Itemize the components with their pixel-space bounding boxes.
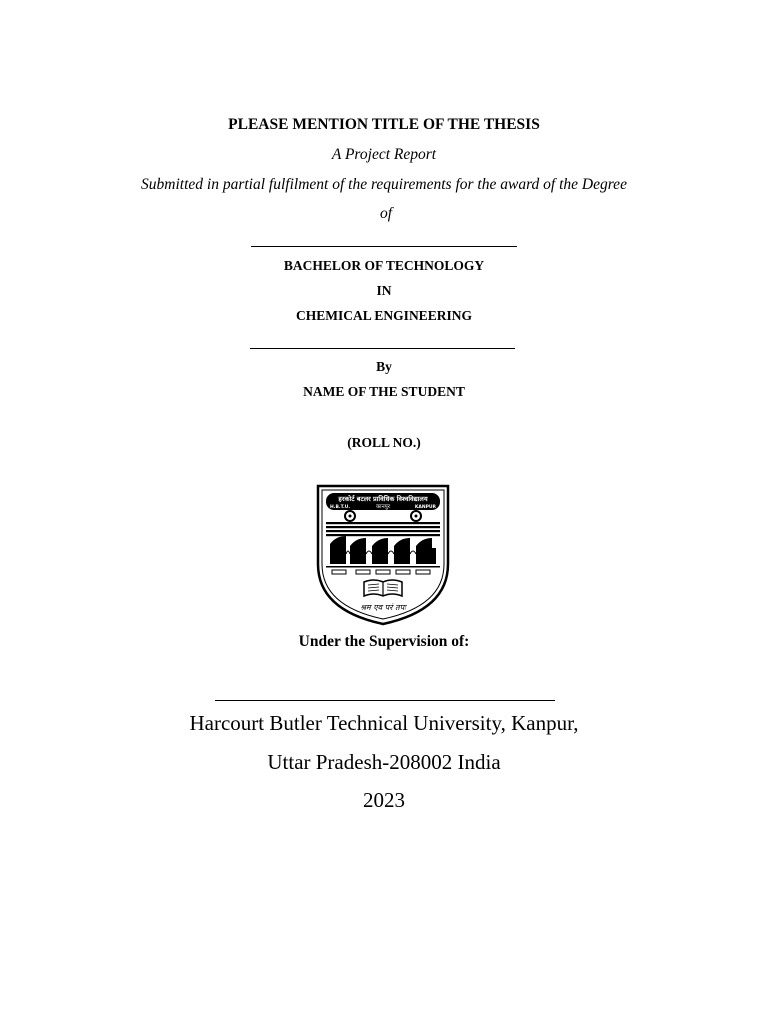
supervision-label: Under the Supervision of: [298, 633, 470, 650]
thesis-title: PLEASE MENTION TITLE OF THE THESIS [228, 116, 540, 133]
emblem-motto: श्रम एव परं तपः [360, 603, 406, 612]
in-word: IN [376, 283, 392, 298]
emblem-right-label: KANPUR [414, 505, 436, 510]
university-name: Harcourt Butler Technical University, Kanpur, [189, 711, 579, 735]
university-emblem [316, 484, 450, 626]
emblem-banner-city: कानपुर [375, 504, 391, 510]
divider-bottom [215, 700, 555, 701]
emblem-banner-text: हरकोर्ट बटलर प्राविधिक विश्वविद्यालय [338, 495, 428, 503]
by-word: By [376, 359, 392, 374]
university-address: Uttar Pradesh-208002 India [267, 750, 501, 774]
branch-name: CHEMICAL ENGINEERING [296, 308, 472, 323]
submission-statement: Submitted in partial fulfilment of the requirements for the award of the Degree [141, 176, 627, 193]
divider-top [251, 246, 517, 247]
student-name: NAME OF THE STUDENT [303, 384, 465, 399]
roll-number: (ROLL NO.) [347, 435, 421, 450]
emblem-graphic [316, 484, 450, 626]
submission-year: 2023 [363, 788, 405, 812]
degree-name: BACHELOR OF TECHNOLOGY [283, 258, 485, 273]
divider-middle [250, 348, 515, 349]
emblem-left-label: H.B.T.U. [330, 505, 351, 510]
report-type: A Project Report [331, 146, 437, 163]
of-word: of [379, 205, 393, 222]
